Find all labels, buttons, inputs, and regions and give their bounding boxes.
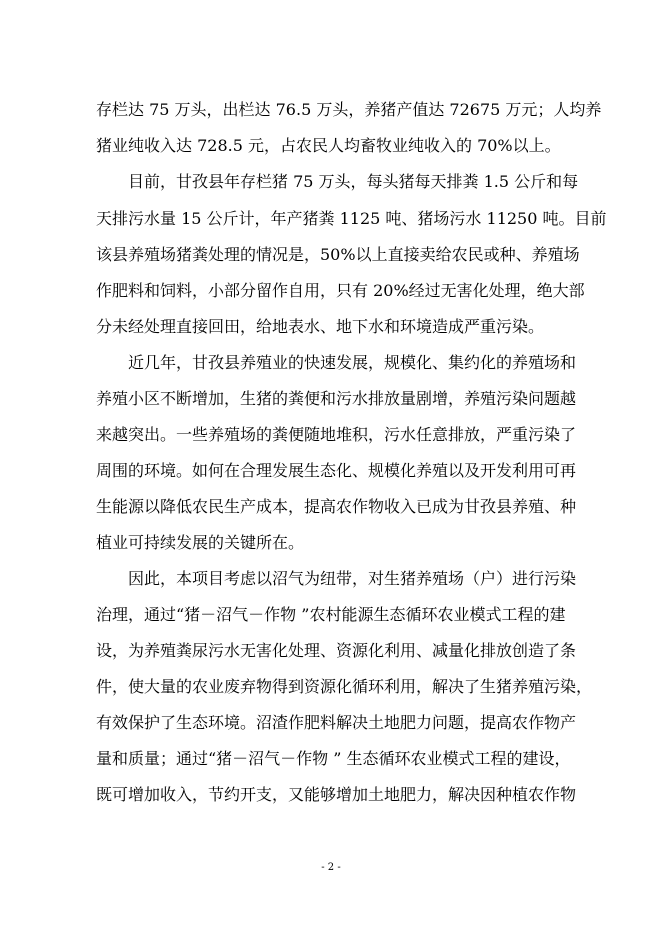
text-line: 该县养殖场猪粪处理的情况是，50%以上直接卖给农民或种、养殖场 [96,245,580,264]
text-line: 作肥料和饲料，小部分留作自用，只有 20%经过无害化处理，绝大部 [96,281,585,300]
text-line: 治理，通过“猪－沼气－作物 ”农村能源生态循环农业模式工程的建 [96,605,566,624]
text-line: 天排污水量 15 公斤计，年产猪粪 1125 吨、猪场污水 11250 吨。目前 [96,209,607,228]
text-line: 植业可持续发展的关键所在。 [96,533,305,552]
text-line: 猪业纯收入达 728.5 元，占农民人均畜牧业纯收入的 70%以上。 [96,136,561,155]
page-number: - 2 - [321,862,341,873]
paragraph-start-line: 因此，本项目考虑以沼气为纽带，对生猪养殖场（户）进行污染 [128,569,577,588]
text-line: 生能源以降低农民生产成本，提高农作物收入已成为甘孜县养殖、种 [96,497,577,516]
text-line: 养殖小区不断增加，生猪的粪便和污水排放量剧增，养殖污染问题越 [96,389,577,408]
text-line: 周围的环境。如何在合理发展生态化、规模化养殖以及开发利用可再 [96,461,577,480]
paragraph-start-line: 近几年，甘孜县养殖业的快速发展，规模化、集约化的养殖场和 [128,353,577,372]
text-line: 量和质量；通过“猪－沼气－作物 ” 生态循环农业模式工程的建设， [96,749,571,768]
text-line: 件，使大量的农业废弃物得到资源化循环利用，解决了生猪养殖污染， [96,677,593,696]
text-line: 设，为养殖粪尿污水无害化处理、资源化利用、减量化排放创造了条 [96,641,577,660]
paragraph-start-line: 目前，甘孜县年存栏猪 75 万头，每头猪每天排粪 1.5 公斤和每 [128,172,579,191]
text-line: 存栏达 75 万头，出栏达 76.5 万头，养猪产值达 72675 万元；人均养 [96,100,602,119]
text-line: 分未经处理直接回田，给地表水、地下水和环境造成严重污染。 [96,317,545,336]
text-line: 来越突出。一些养殖场的粪便随地堆积，污水任意排放，严重污染了 [96,425,577,444]
text-line: 有效保护了生态环境。沼渣作肥料解决土地肥力问题，提高农作物产 [96,713,577,732]
text-line: 既可增加收入，节约开支，又能够增加土地肥力，解决因种植农作物 [96,785,577,804]
